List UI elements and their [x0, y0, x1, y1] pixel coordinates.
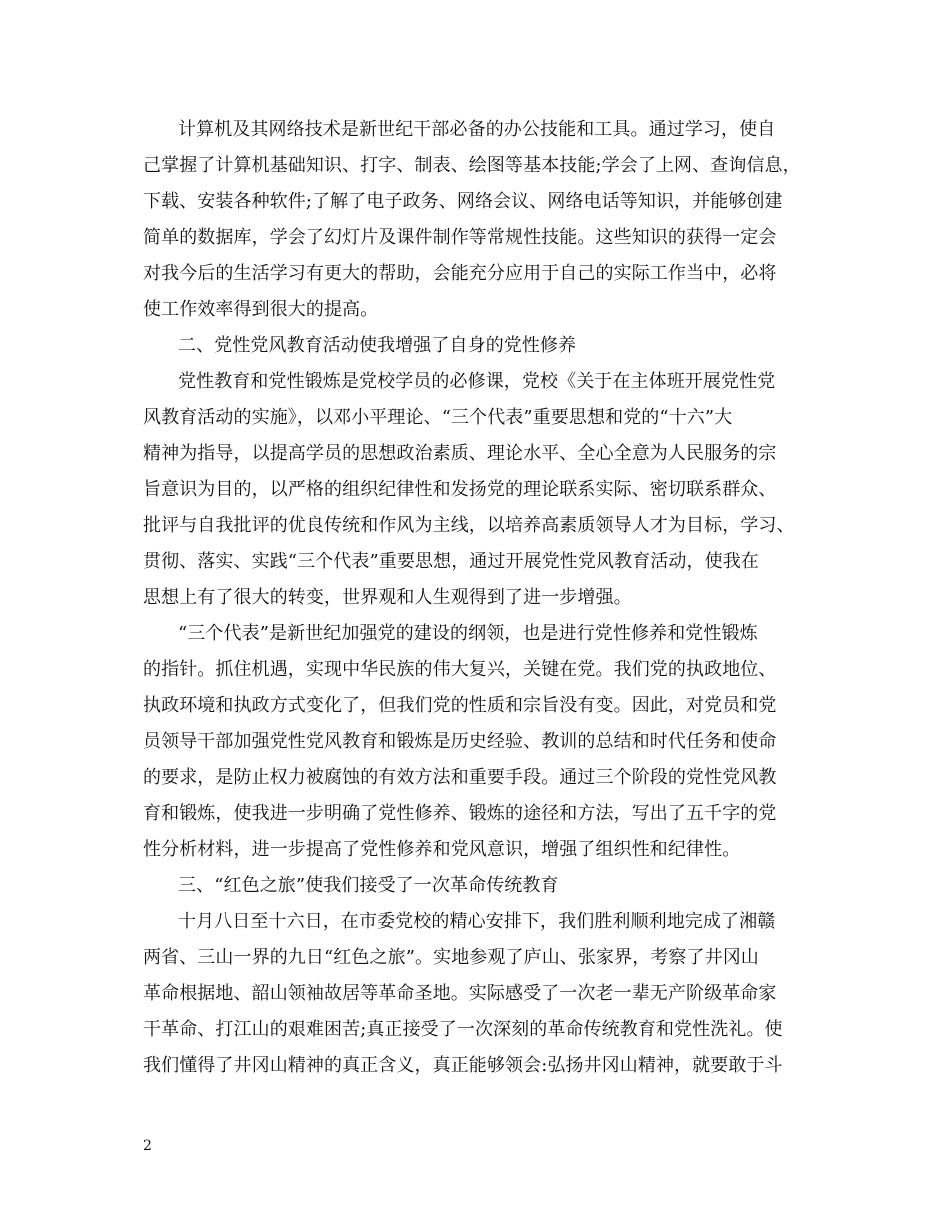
- text-line: 简单的数据库，学会了幻灯片及课件制作等常规性技能。这些知识的获得一定会: [143, 227, 777, 248]
- text-line: 革命根据地、韶山领袖故居等革命圣地。实际感受了一次老一辈无产阶级革命家: [143, 983, 777, 1004]
- text-line: 执政环境和执政方式变化了，但我们党的性质和宗旨没有变。因此，对党员和党: [143, 695, 777, 716]
- text-line: 贯彻、落实、实践“三个代表”重要思想，通过开展党性党风教育活动，使我在: [143, 551, 759, 572]
- text-line: 的要求，是防止权力被腐蚀的有效方法和重要手段。通过三个阶段的党性党风教: [143, 767, 777, 788]
- text-line: 对我今后的生活学习有更大的帮助，会能充分应用于自己的实际工作当中，必将: [143, 263, 777, 284]
- text-line: 党性教育和党性锻炼是党校学员的必修课，党校《关于在主体班开展党性党: [178, 371, 776, 392]
- text-line: 风教育活动的实施》，以邓小平理论、“三个代表”重要思想和党的“十六”大: [143, 407, 733, 428]
- text-line: 精神为指导，以提高学员的思想政治素质、理论水平、全心全意为人民服务的宗: [143, 443, 777, 464]
- text-line: 员领导干部加强党性党风教育和锻炼是历史经验、教训的总结和时代任务和使命: [143, 731, 777, 752]
- text-line: 两省、三山一界的九日“红色之旅”。实地参观了庐山、张家界，考察了井冈山: [143, 947, 759, 968]
- text-line: 干革命、打江山的艰难困苦;真正接受了一次深刻的革命传统教育和党性洗礼。使: [143, 1019, 783, 1040]
- section-heading: 三、“红色之旅”使我们接受了一次革命传统教育: [178, 875, 559, 896]
- text-line: 我们懂得了井冈山精神的真正含义，真正能够领会:弘扬井冈山精神，就要敢于斗: [143, 1055, 783, 1076]
- text-line: 性分析材料，进一步提高了党性修养和党风意识，增强了组织性和纪律性。: [143, 839, 741, 860]
- section-heading: 二、党性党风教育活动使我增强了自身的党性修养: [178, 335, 577, 356]
- text-line: “三个代表”是新世纪加强党的建设的纲领，也是进行党性修养和党性锻炼: [178, 623, 758, 644]
- text-line: 下载、安装各种软件;了解了电子政务、网络会议、网络电话等知识，并能够创建: [143, 191, 783, 212]
- text-line: 思想上有了很大的转变，世界观和人生观得到了进一步增强。: [143, 587, 632, 608]
- text-line: 十月八日至十六日，在市委党校的精心安排下，我们胜利顺利地完成了湘赣: [178, 911, 776, 932]
- text-line: 批评与自我批评的优良传统和作风为主线，以培养高素质领导人才为目标，学习、: [143, 515, 795, 536]
- text-line: 育和锻炼，使我进一步明确了党性修养、锻炼的途径和方法，写出了五千字的党: [143, 803, 777, 824]
- text-line: 己掌握了计算机基础知识、打字、制表、绘图等基本技能;学会了上网、查询信息，: [143, 155, 801, 176]
- text-line: 的指针。抓住机遇，实现中华民族的伟大复兴，关键在党。我们党的执政地位、: [143, 659, 777, 680]
- page-number: 2: [143, 1138, 152, 1154]
- text-line: 旨意识为目的，以严格的组织纪律性和发扬党的理论联系实际、密切联系群众、: [143, 479, 777, 500]
- text-line: 使工作效率得到很大的提高。: [143, 299, 379, 320]
- text-line: 计算机及其网络技术是新世纪干部必备的办公技能和工具。通过学习，使自: [178, 119, 776, 140]
